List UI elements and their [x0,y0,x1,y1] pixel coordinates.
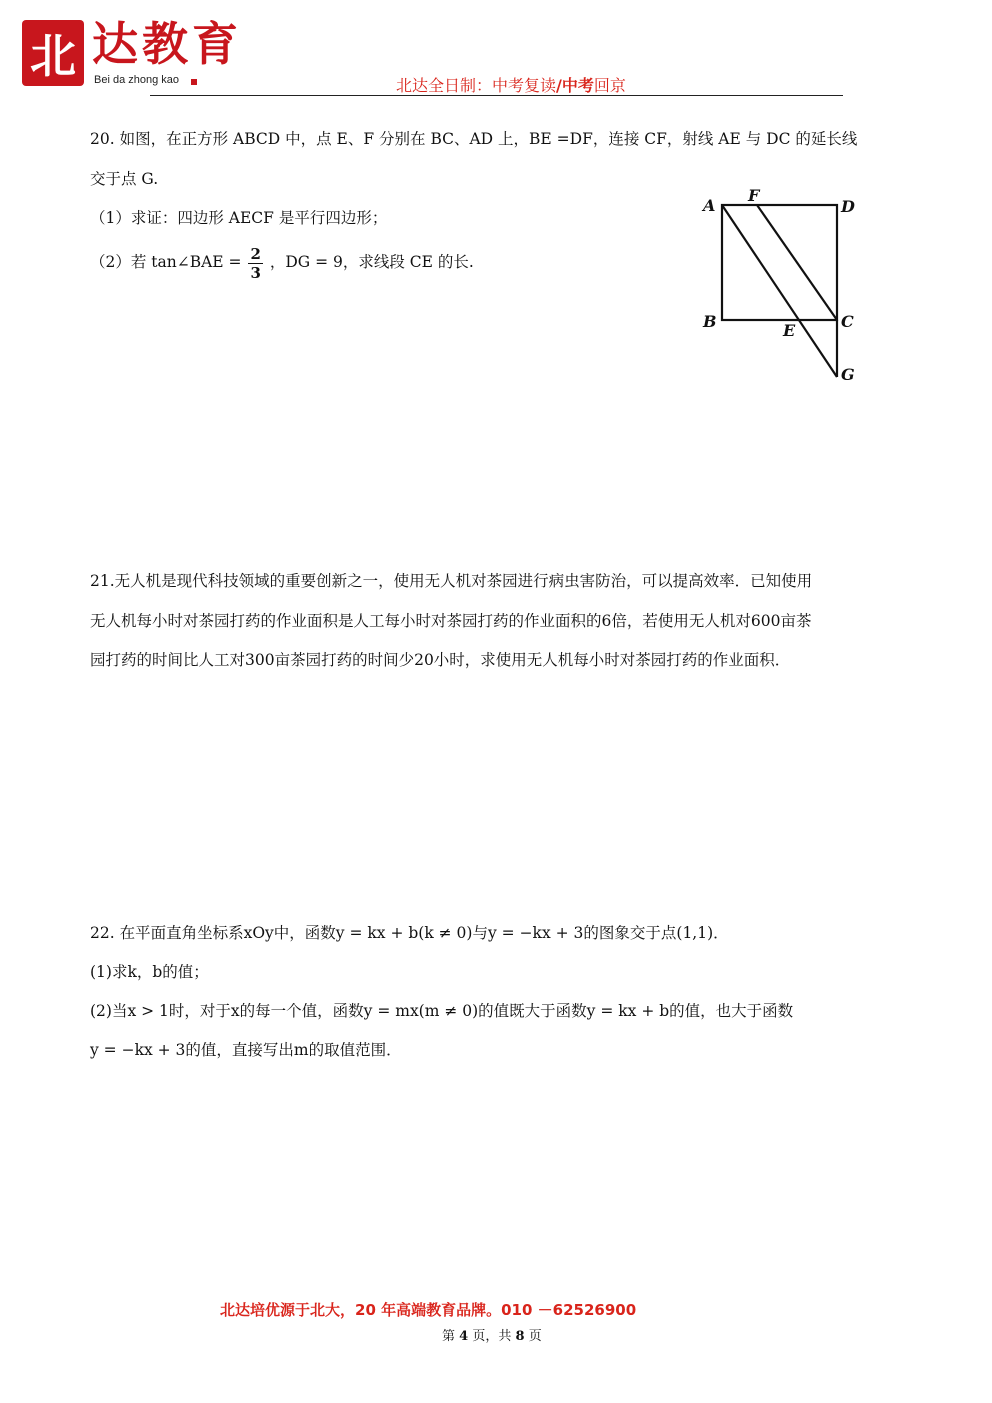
logo-char: 北 [30,29,76,83]
header-slogan [396,73,626,96]
page-middle: 页，共 [472,1329,512,1344]
page-total: 8 [515,1329,525,1344]
q21-line1: 21.无人机是现代科技领域的重要创新之一，使用无人机对茶园进行病虫害防治，可以提高效率．已知使用 [90,572,813,590]
q20-line2: 交于点 G. [90,170,159,188]
q22-line3: (2)当x > 1时，对于x的每一个值，函数y = mx(m ≠ 0)的值既大于函数y = kx + b的值，也大于函数 [90,1002,794,1020]
header-slogan-b: /中考 [556,76,594,95]
square-abcd [722,205,837,320]
brand-pinyin: Bei da zhong kao [94,74,180,86]
page-number [442,1325,542,1344]
ray-ag [722,205,837,377]
q20-part2 [90,240,474,284]
q22-line4: y = −kx + 3的值，直接写出m的取值范围． [90,1041,402,1059]
q21-line2: 无人机每小时对茶园打药的作业面积是人工每小时对茶园打药的作业面积的6倍，若使用无人机对600亩茶 [90,612,812,630]
segment-fc [757,205,837,320]
header-slogan-c: 回京 [593,76,626,95]
page-suffix: 页 [528,1329,542,1344]
q20-part2-a: （2）若 tan∠BAE = [90,253,242,271]
brand-logo [22,20,84,86]
footer-slogan: 北达培优源于北大，20 年高端教育品牌。010 －62526900 [220,1301,637,1319]
fraction-denominator: 3 [250,263,261,282]
fraction-numerator: 2 [250,244,261,263]
label-b: B [703,312,717,331]
q20-line1: 20. 如图，在正方形 ABCD 中，点 E、F 分别在 BC、AD 上，BE =DF，连接 CF，射线 AE 与 DC 的延长线 [90,130,858,148]
label-e: E [783,321,796,340]
label-f: F [748,186,760,205]
page-current: 4 [459,1329,469,1344]
q20-part2-b: ，DG = 9，求线段 CE 的长. [269,253,474,271]
label-c: C [841,312,854,331]
label-d: D [841,197,855,216]
brand-dot [191,79,197,85]
label-a: A [703,196,716,215]
brand-name: 达教育 [92,17,242,71]
q22-line1: 22. 在平面直角坐标系xOy中，函数y = kx + b(k ≠ 0)与y = −kx + 3的图象交于点(1,1)． [90,924,729,942]
q20-part1: （1）求证：四边形 AECF 是平行四边形； [90,209,388,227]
page-prefix: 第 [442,1329,456,1344]
q21-line3: 园打药的时间比人工对300亩茶园打药的时间少20小时，求使用无人机每小时对茶园打药的作业面积． [90,651,791,669]
label-g: G [841,365,855,384]
q22-line2: (1)求k，b的值； [90,963,209,981]
header-slogan-a: 北达全日制：中考复读 [396,76,557,95]
header-divider [150,95,843,96]
square-geometry-figure [690,180,870,390]
q20-fraction [248,245,262,282]
